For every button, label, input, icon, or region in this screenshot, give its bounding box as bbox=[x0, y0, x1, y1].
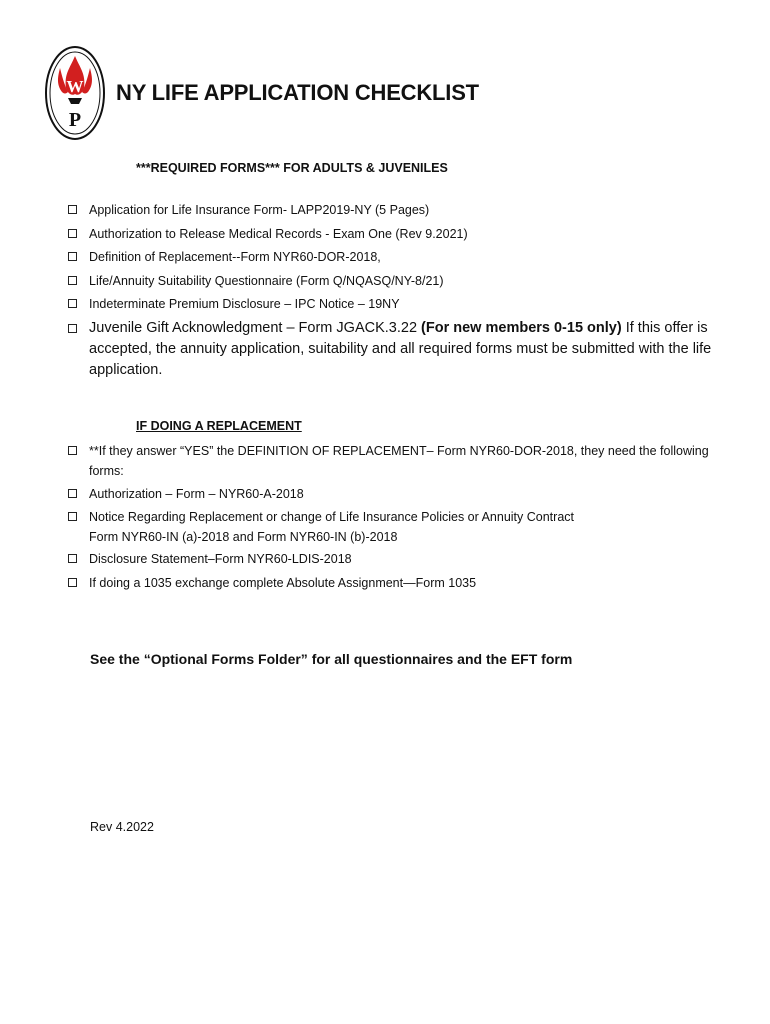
list-item bbox=[68, 484, 730, 504]
checkbox[interactable] bbox=[68, 489, 77, 498]
replacement-heading: IF DOING A REPLACEMENT bbox=[136, 419, 302, 433]
checkbox[interactable] bbox=[68, 324, 77, 333]
list-item-label bbox=[89, 507, 730, 547]
list-item bbox=[68, 224, 730, 244]
optional-forms-note: See the “Optional Forms Folder” for all questionnaires and the EFT form bbox=[90, 651, 573, 667]
notice-line-1: Notice Regarding Replacement or change of Life Insurance Policies or Annuity Contract bbox=[89, 510, 574, 524]
checkbox[interactable] bbox=[68, 229, 77, 238]
checkbox[interactable] bbox=[68, 512, 77, 521]
checkbox[interactable] bbox=[68, 554, 77, 563]
list-item-label: Life/Annuity Suitability Questionnaire (Form Q/NQASQ/NY-8/21) bbox=[89, 274, 444, 288]
page-title: NY LIFE APPLICATION CHECKLIST bbox=[116, 80, 479, 105]
list-item bbox=[68, 549, 730, 569]
list-item bbox=[68, 294, 730, 314]
list-item bbox=[68, 507, 730, 547]
logo-letter-w: W bbox=[66, 77, 84, 96]
notice-line-2: Form NYR60-IN (a)-2018 and Form NYR60-IN (b)-2018 bbox=[89, 530, 398, 544]
list-item bbox=[68, 441, 730, 481]
juvenile-gift-item bbox=[68, 318, 730, 381]
checkbox[interactable] bbox=[68, 276, 77, 285]
required-forms-heading: ***REQUIRED FORMS*** FOR ADULTS & JUVENILES bbox=[136, 161, 448, 175]
checkbox[interactable] bbox=[68, 299, 77, 308]
list-item-label: **If they answer “YES” the DEFINITION OF REPLACEMENT– Form NYR60-DOR-2018, they need the following forms: bbox=[89, 444, 709, 478]
checkbox[interactable] bbox=[68, 578, 77, 587]
juvenile-age-note: (For new members 0-15 only) bbox=[421, 320, 622, 336]
logo-letter-p: P bbox=[68, 109, 82, 131]
juvenile-text-start: Juvenile Gift Acknowledgment – Form JGACK.3.22 bbox=[89, 320, 422, 336]
revision-label: Rev 4.2022 bbox=[90, 820, 154, 834]
list-item-label: Application for Life Insurance Form- LAPP2019-NY (5 Pages) bbox=[89, 203, 430, 217]
list-item-label: Authorization to Release Medical Records - Exam One (Rev 9.2021) bbox=[89, 227, 468, 241]
list-item-label: Definition of Replacement--Form NYR60-DOR-2018, bbox=[89, 250, 381, 264]
list-item bbox=[68, 247, 730, 267]
checkbox[interactable] bbox=[68, 205, 77, 214]
juvenile-text-end: If this offer is accepted, the annuity application, suitability and all required forms must be submitted with the life application. bbox=[89, 320, 712, 378]
list-item-label: Indeterminate Premium Disclosure – IPC Notice – 19NY bbox=[89, 297, 400, 311]
list-item-label bbox=[89, 318, 730, 381]
list-item-label: If doing a 1035 exchange complete Absolute Assignment—Form 1035 bbox=[89, 576, 477, 590]
list-item bbox=[68, 200, 730, 220]
list-item-label: Authorization – Form – NYR60-A-2018 bbox=[89, 487, 304, 501]
company-logo bbox=[44, 44, 106, 142]
list-item bbox=[68, 271, 730, 291]
checkbox[interactable] bbox=[68, 446, 77, 455]
list-item-label: Disclosure Statement–Form NYR60-LDIS-2018 bbox=[89, 552, 352, 566]
checkbox[interactable] bbox=[68, 252, 77, 261]
list-item bbox=[68, 573, 730, 593]
